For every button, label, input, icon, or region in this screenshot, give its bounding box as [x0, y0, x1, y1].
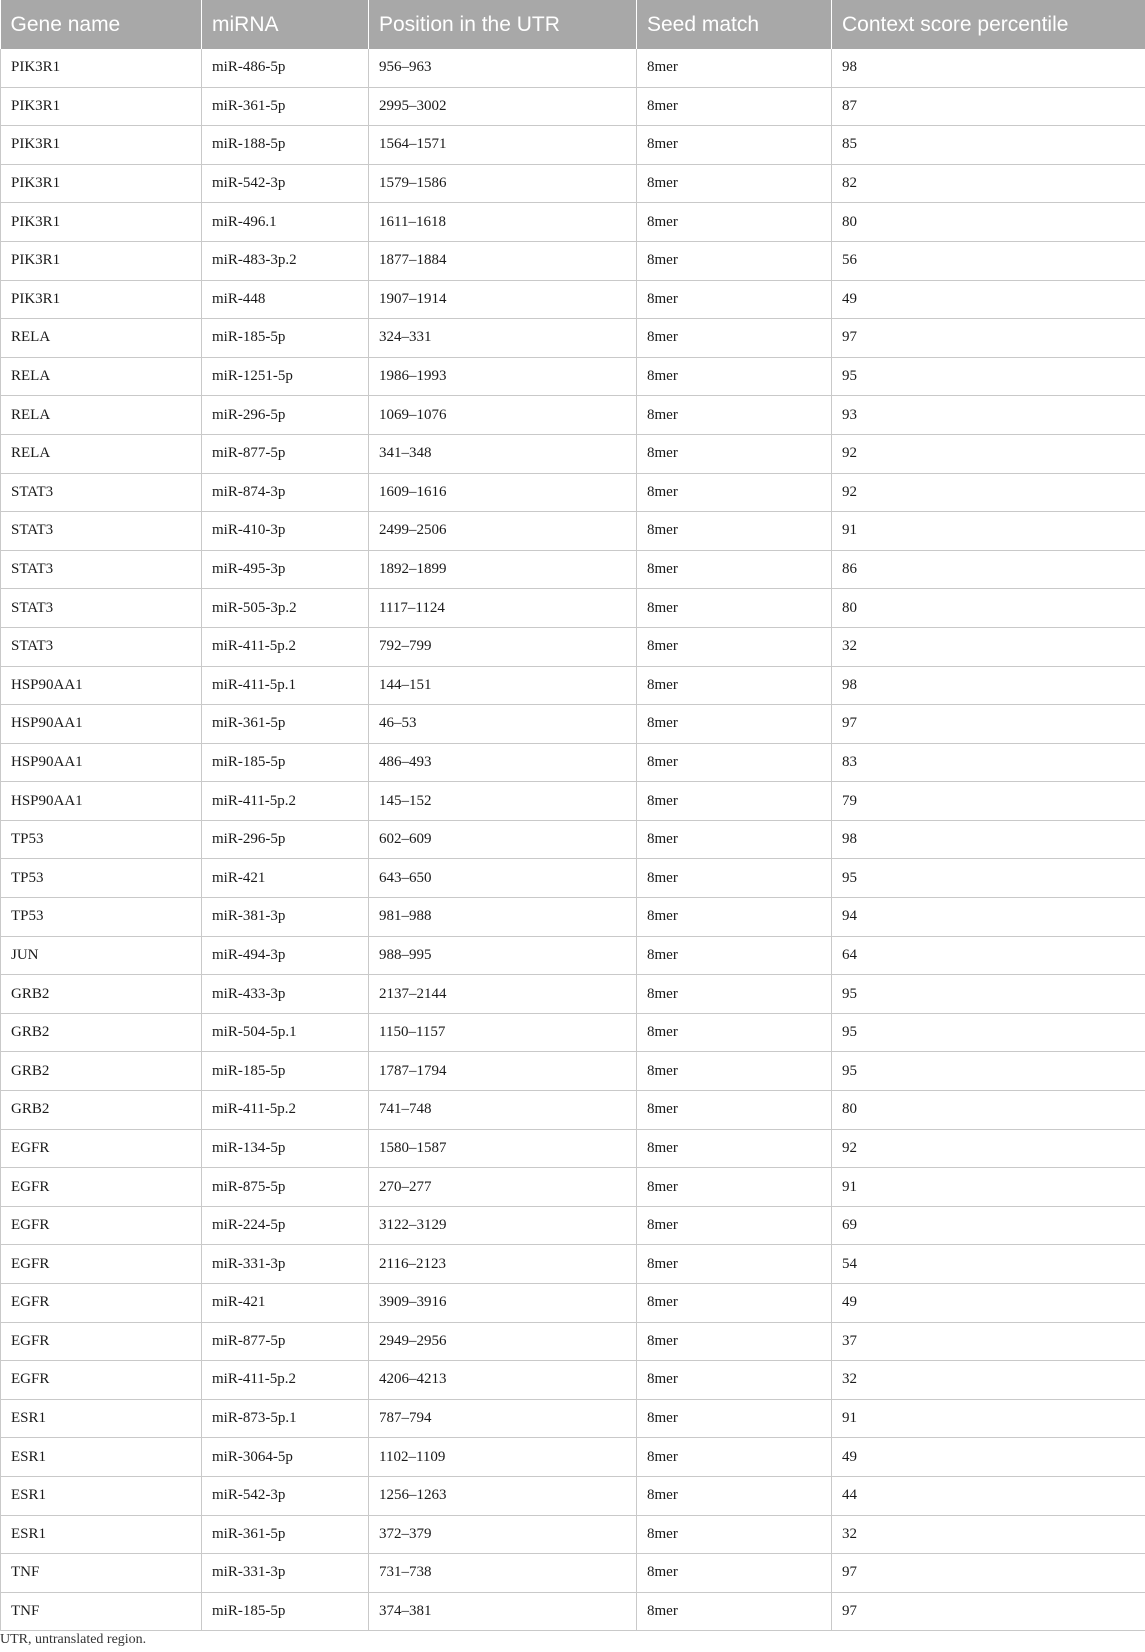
position-cell: 372–379 — [369, 1515, 637, 1554]
context-score-cell: 49 — [832, 1438, 1145, 1477]
position-cell: 741–748 — [369, 1091, 637, 1130]
context-score-cell: 93 — [832, 396, 1145, 435]
context-score-cell: 80 — [832, 1091, 1145, 1130]
table-row — [1, 975, 1145, 1014]
table-row — [1, 164, 1145, 203]
mirna-cell: miR-496.1 — [202, 203, 369, 242]
context-score-cell: 94 — [832, 898, 1145, 937]
context-score-cell: 95 — [832, 975, 1145, 1014]
position-cell: 1564–1571 — [369, 126, 637, 165]
gene-name-cell: GRB2 — [1, 1091, 202, 1130]
mirna-cell: miR-134-5p — [202, 1129, 369, 1168]
mirna-cell: miR-433-3p — [202, 975, 369, 1014]
position-cell: 1986–1993 — [369, 357, 637, 396]
position-cell: 3909–3916 — [369, 1284, 637, 1323]
seed-match-cell: 8mer — [637, 1091, 832, 1130]
table-body — [1, 49, 1145, 1631]
seed-match-cell: 8mer — [637, 1284, 832, 1323]
table-row — [1, 434, 1145, 473]
table-row — [1, 820, 1145, 859]
mirna-cell: miR-411-5p.2 — [202, 782, 369, 821]
context-score-cell: 44 — [832, 1476, 1145, 1515]
table-row — [1, 1361, 1145, 1400]
seed-match-cell: 8mer — [637, 1554, 832, 1593]
table-row — [1, 1013, 1145, 1052]
position-cell: 2995–3002 — [369, 87, 637, 126]
mirna-cell: miR-542-3p — [202, 164, 369, 203]
position-cell: 2137–2144 — [369, 975, 637, 1014]
table-row — [1, 1476, 1145, 1515]
table-row — [1, 87, 1145, 126]
position-cell: 1787–1794 — [369, 1052, 637, 1091]
seed-match-cell: 8mer — [637, 820, 832, 859]
context-score-cell: 91 — [832, 512, 1145, 551]
position-cell: 981–988 — [369, 898, 637, 937]
context-score-cell: 79 — [832, 782, 1145, 821]
position-cell: 144–151 — [369, 666, 637, 705]
mirna-cell: miR-3064-5p — [202, 1438, 369, 1477]
gene-name-cell: TP53 — [1, 820, 202, 859]
context-score-cell: 98 — [832, 666, 1145, 705]
table-row — [1, 1399, 1145, 1438]
mirna-cell: miR-486-5p — [202, 49, 369, 87]
context-score-cell: 32 — [832, 1361, 1145, 1400]
gene-name-cell: EGFR — [1, 1245, 202, 1284]
table-row — [1, 859, 1145, 898]
position-cell: 341–348 — [369, 434, 637, 473]
seed-match-cell: 8mer — [637, 1168, 832, 1207]
mirna-cell: miR-494-3p — [202, 936, 369, 975]
table-row — [1, 473, 1145, 512]
gene-name-cell: HSP90AA1 — [1, 743, 202, 782]
gene-name-cell: EGFR — [1, 1129, 202, 1168]
table-row — [1, 1438, 1145, 1477]
context-score-cell: 32 — [832, 1515, 1145, 1554]
gene-name-cell: EGFR — [1, 1284, 202, 1323]
gene-name-cell: TNF — [1, 1554, 202, 1593]
context-score-cell: 91 — [832, 1168, 1145, 1207]
table-row — [1, 627, 1145, 666]
table-row — [1, 1322, 1145, 1361]
context-score-cell: 80 — [832, 203, 1145, 242]
seed-match-cell: 8mer — [637, 49, 832, 87]
mirna-cell: miR-296-5p — [202, 396, 369, 435]
column-header-gene-name: Gene name — [1, 0, 202, 49]
position-cell: 1117–1124 — [369, 589, 637, 628]
seed-match-cell: 8mer — [637, 1399, 832, 1438]
seed-match-cell: 8mer — [637, 203, 832, 242]
seed-match-cell: 8mer — [637, 1515, 832, 1554]
seed-match-cell: 8mer — [637, 782, 832, 821]
context-score-cell: 87 — [832, 87, 1145, 126]
seed-match-cell: 8mer — [637, 1245, 832, 1284]
context-score-cell: 49 — [832, 1284, 1145, 1323]
position-cell: 792–799 — [369, 627, 637, 666]
column-header-mirna: miRNA — [202, 0, 369, 49]
table-row — [1, 782, 1145, 821]
gene-name-cell: HSP90AA1 — [1, 782, 202, 821]
table-row — [1, 936, 1145, 975]
mirna-cell: miR-411-5p.2 — [202, 1091, 369, 1130]
position-cell: 1611–1618 — [369, 203, 637, 242]
table-row — [1, 589, 1145, 628]
header-row — [1, 0, 1145, 49]
seed-match-cell: 8mer — [637, 975, 832, 1014]
mirna-cell: miR-877-5p — [202, 1322, 369, 1361]
context-score-cell: 91 — [832, 1399, 1145, 1438]
position-cell: 324–331 — [369, 319, 637, 358]
mirna-cell: miR-448 — [202, 280, 369, 319]
seed-match-cell: 8mer — [637, 473, 832, 512]
table-row — [1, 1592, 1145, 1631]
position-cell: 1102–1109 — [369, 1438, 637, 1477]
context-score-cell: 97 — [832, 1554, 1145, 1593]
table-row — [1, 1129, 1145, 1168]
mirna-cell: miR-875-5p — [202, 1168, 369, 1207]
gene-name-cell: JUN — [1, 936, 202, 975]
gene-name-cell: EGFR — [1, 1322, 202, 1361]
position-cell: 643–650 — [369, 859, 637, 898]
position-cell: 1579–1586 — [369, 164, 637, 203]
seed-match-cell: 8mer — [637, 396, 832, 435]
context-score-cell: 85 — [832, 126, 1145, 165]
table-footnote: UTR, untranslated region. — [0, 1632, 147, 1647]
seed-match-cell: 8mer — [637, 1206, 832, 1245]
table-row — [1, 357, 1145, 396]
context-score-cell: 92 — [832, 434, 1145, 473]
seed-match-cell: 8mer — [637, 743, 832, 782]
position-cell: 787–794 — [369, 1399, 637, 1438]
column-header-context-score: Context score percentile — [832, 0, 1145, 49]
position-cell: 1256–1263 — [369, 1476, 637, 1515]
mirna-cell: miR-185-5p — [202, 743, 369, 782]
position-cell: 1907–1914 — [369, 280, 637, 319]
context-score-cell: 97 — [832, 705, 1145, 744]
table-row — [1, 49, 1145, 87]
gene-name-cell: STAT3 — [1, 589, 202, 628]
gene-name-cell: ESR1 — [1, 1515, 202, 1554]
position-cell: 486–493 — [369, 743, 637, 782]
gene-name-cell: TP53 — [1, 859, 202, 898]
position-cell: 1069–1076 — [369, 396, 637, 435]
seed-match-cell: 8mer — [637, 1592, 832, 1631]
context-score-cell: 69 — [832, 1206, 1145, 1245]
context-score-cell: 64 — [832, 936, 1145, 975]
mirna-cell: miR-185-5p — [202, 1592, 369, 1631]
table-row — [1, 705, 1145, 744]
gene-name-cell: HSP90AA1 — [1, 705, 202, 744]
seed-match-cell: 8mer — [637, 319, 832, 358]
position-cell: 4206–4213 — [369, 1361, 637, 1400]
seed-match-cell: 8mer — [637, 87, 832, 126]
context-score-cell: 95 — [832, 357, 1145, 396]
table-row — [1, 241, 1145, 280]
seed-match-cell: 8mer — [637, 936, 832, 975]
mirna-cell: miR-185-5p — [202, 1052, 369, 1091]
seed-match-cell: 8mer — [637, 280, 832, 319]
position-cell: 602–609 — [369, 820, 637, 859]
table-row — [1, 280, 1145, 319]
gene-name-cell: STAT3 — [1, 550, 202, 589]
context-score-cell: 95 — [832, 1052, 1145, 1091]
gene-name-cell: STAT3 — [1, 473, 202, 512]
context-score-cell: 37 — [832, 1322, 1145, 1361]
gene-name-cell: STAT3 — [1, 627, 202, 666]
gene-name-cell: EGFR — [1, 1168, 202, 1207]
table-row — [1, 203, 1145, 242]
table-row — [1, 126, 1145, 165]
gene-name-cell: ESR1 — [1, 1399, 202, 1438]
column-header-seed-match: Seed match — [637, 0, 832, 49]
mirna-cell: miR-361-5p — [202, 705, 369, 744]
mirna-cell: miR-505-3p.2 — [202, 589, 369, 628]
seed-match-cell: 8mer — [637, 357, 832, 396]
position-cell: 1580–1587 — [369, 1129, 637, 1168]
mirna-cell: miR-411-5p.2 — [202, 1361, 369, 1400]
gene-name-cell: GRB2 — [1, 975, 202, 1014]
context-score-cell: 86 — [832, 550, 1145, 589]
table-row — [1, 1284, 1145, 1323]
context-score-cell: 95 — [832, 859, 1145, 898]
seed-match-cell: 8mer — [637, 589, 832, 628]
seed-match-cell: 8mer — [637, 859, 832, 898]
table-header — [1, 0, 1145, 49]
context-score-cell: 32 — [832, 627, 1145, 666]
table-row — [1, 1168, 1145, 1207]
position-cell: 3122–3129 — [369, 1206, 637, 1245]
gene-name-cell: PIK3R1 — [1, 87, 202, 126]
mirna-cell: miR-410-3p — [202, 512, 369, 551]
gene-name-cell: GRB2 — [1, 1013, 202, 1052]
gene-name-cell: PIK3R1 — [1, 49, 202, 87]
seed-match-cell: 8mer — [637, 164, 832, 203]
mirna-cell: miR-381-3p — [202, 898, 369, 937]
position-cell: 2949–2956 — [369, 1322, 637, 1361]
gene-name-cell: EGFR — [1, 1361, 202, 1400]
context-score-cell: 98 — [832, 820, 1145, 859]
table-row — [1, 1206, 1145, 1245]
seed-match-cell: 8mer — [637, 241, 832, 280]
gene-name-cell: ESR1 — [1, 1438, 202, 1477]
gene-name-cell: GRB2 — [1, 1052, 202, 1091]
context-score-cell: 98 — [832, 49, 1145, 87]
context-score-cell: 82 — [832, 164, 1145, 203]
context-score-cell: 97 — [832, 319, 1145, 358]
position-cell: 2499–2506 — [369, 512, 637, 551]
seed-match-cell: 8mer — [637, 126, 832, 165]
mirna-cell: miR-361-5p — [202, 87, 369, 126]
mirna-cell: miR-331-3p — [202, 1245, 369, 1284]
position-cell: 270–277 — [369, 1168, 637, 1207]
mirna-cell: miR-1251-5p — [202, 357, 369, 396]
gene-name-cell: HSP90AA1 — [1, 666, 202, 705]
gene-name-cell: ESR1 — [1, 1476, 202, 1515]
table-row — [1, 319, 1145, 358]
gene-name-cell: RELA — [1, 396, 202, 435]
seed-match-cell: 8mer — [637, 1052, 832, 1091]
gene-name-cell: PIK3R1 — [1, 203, 202, 242]
table-row — [1, 1515, 1145, 1554]
mirna-cell: miR-185-5p — [202, 319, 369, 358]
position-cell: 145–152 — [369, 782, 637, 821]
context-score-cell: 83 — [832, 743, 1145, 782]
seed-match-cell: 8mer — [637, 1322, 832, 1361]
seed-match-cell: 8mer — [637, 1013, 832, 1052]
table-row — [1, 1245, 1145, 1284]
mirna-cell: miR-411-5p.2 — [202, 627, 369, 666]
gene-name-cell: PIK3R1 — [1, 126, 202, 165]
position-cell: 1609–1616 — [369, 473, 637, 512]
mirna-cell: miR-542-3p — [202, 1476, 369, 1515]
gene-name-cell: PIK3R1 — [1, 241, 202, 280]
seed-match-cell: 8mer — [637, 1476, 832, 1515]
context-score-cell: 49 — [832, 280, 1145, 319]
position-cell: 1877–1884 — [369, 241, 637, 280]
table-row — [1, 512, 1145, 551]
table-row — [1, 743, 1145, 782]
table-row — [1, 1091, 1145, 1130]
mirna-cell: miR-296-5p — [202, 820, 369, 859]
table-row — [1, 1052, 1145, 1091]
gene-name-cell: RELA — [1, 434, 202, 473]
position-cell: 956–963 — [369, 49, 637, 87]
mirna-cell: miR-224-5p — [202, 1206, 369, 1245]
gene-name-cell: RELA — [1, 357, 202, 396]
position-cell: 731–738 — [369, 1554, 637, 1593]
gene-name-cell: PIK3R1 — [1, 280, 202, 319]
position-cell: 374–381 — [369, 1592, 637, 1631]
mirna-cell: miR-188-5p — [202, 126, 369, 165]
mirna-cell: miR-495-3p — [202, 550, 369, 589]
table-row — [1, 898, 1145, 937]
mirna-cell: miR-331-3p — [202, 1554, 369, 1593]
context-score-cell: 80 — [832, 589, 1145, 628]
mirna-cell: miR-873-5p.1 — [202, 1399, 369, 1438]
mirna-cell: miR-411-5p.1 — [202, 666, 369, 705]
seed-match-cell: 8mer — [637, 705, 832, 744]
position-cell: 46–53 — [369, 705, 637, 744]
position-cell: 2116–2123 — [369, 1245, 637, 1284]
seed-match-cell: 8mer — [637, 898, 832, 937]
mirna-cell: miR-361-5p — [202, 1515, 369, 1554]
context-score-cell: 95 — [832, 1013, 1145, 1052]
context-score-cell: 97 — [832, 1592, 1145, 1631]
mirna-cell: miR-483-3p.2 — [202, 241, 369, 280]
position-cell: 988–995 — [369, 936, 637, 975]
mirna-cell: miR-421 — [202, 1284, 369, 1323]
context-score-cell: 92 — [832, 473, 1145, 512]
mirna-cell: miR-877-5p — [202, 434, 369, 473]
gene-name-cell: STAT3 — [1, 512, 202, 551]
table-row — [1, 666, 1145, 705]
seed-match-cell: 8mer — [637, 512, 832, 551]
seed-match-cell: 8mer — [637, 666, 832, 705]
gene-name-cell: TNF — [1, 1592, 202, 1631]
context-score-cell: 54 — [832, 1245, 1145, 1284]
position-cell: 1150–1157 — [369, 1013, 637, 1052]
gene-name-cell: EGFR — [1, 1206, 202, 1245]
seed-match-cell: 8mer — [637, 1438, 832, 1477]
table-row — [1, 1554, 1145, 1593]
mirna-cell: miR-874-3p — [202, 473, 369, 512]
mirna-cell: miR-504-5p.1 — [202, 1013, 369, 1052]
position-cell: 1892–1899 — [369, 550, 637, 589]
seed-match-cell: 8mer — [637, 550, 832, 589]
context-score-cell: 92 — [832, 1129, 1145, 1168]
seed-match-cell: 8mer — [637, 627, 832, 666]
gene-name-cell: PIK3R1 — [1, 164, 202, 203]
table-row — [1, 550, 1145, 589]
seed-match-cell: 8mer — [637, 1361, 832, 1400]
table-row — [1, 396, 1145, 435]
gene-name-cell: TP53 — [1, 898, 202, 937]
seed-match-cell: 8mer — [637, 434, 832, 473]
context-score-cell: 56 — [832, 241, 1145, 280]
mirna-cell: miR-421 — [202, 859, 369, 898]
seed-match-cell: 8mer — [637, 1129, 832, 1168]
gene-name-cell: RELA — [1, 319, 202, 358]
column-header-position: Position in the UTR — [369, 0, 637, 49]
